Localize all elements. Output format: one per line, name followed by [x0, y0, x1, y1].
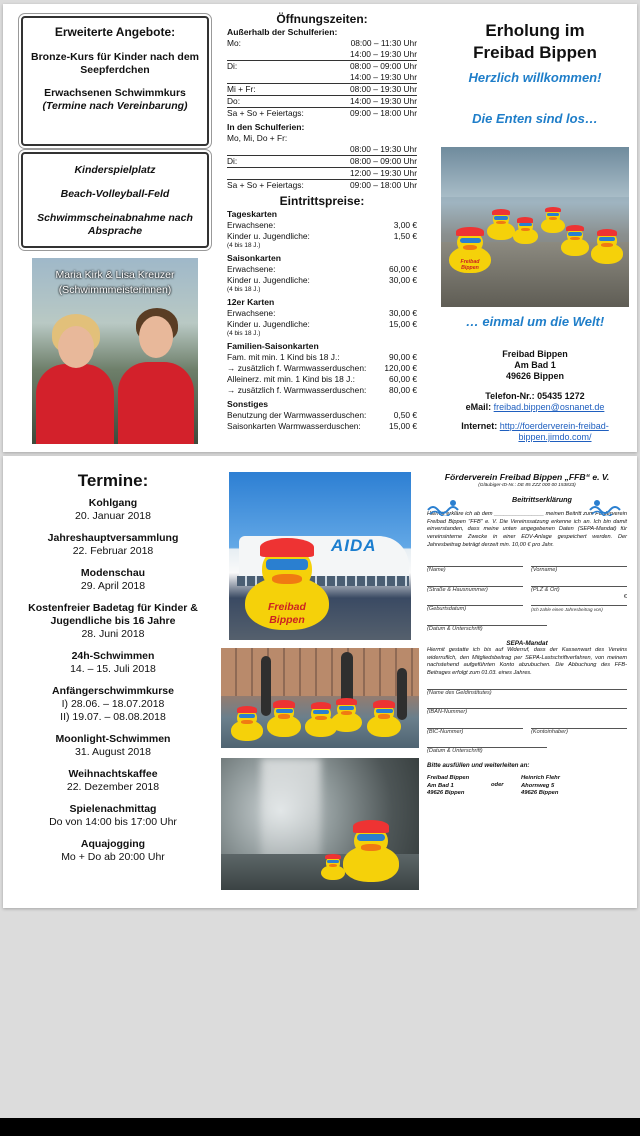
row-value: 09:00 – 18:00 Uhr [349, 108, 417, 118]
row-value: 1,50 € [393, 231, 417, 241]
name-field[interactable] [427, 555, 523, 567]
duck-fountain-5 [367, 700, 401, 737]
zip-city-label: (PLZ & Ort) [531, 586, 560, 593]
birthdate-label: (Geburtsdatum) [427, 606, 467, 613]
signature-label-1: (Datum & Unterschrift) [427, 625, 483, 632]
event-item [13, 838, 213, 864]
sky [441, 147, 629, 197]
event-date: 22. Februar 2018 [72, 545, 154, 557]
inside-days-label: Mo, Mi, Do + Fr: [227, 133, 288, 143]
wave-logo-icon-right [589, 498, 623, 516]
duck-water-big [343, 820, 399, 882]
duck-ship [245, 538, 329, 630]
water-splash-duck-photo [221, 758, 419, 890]
photo-caption [32, 268, 198, 298]
event-name: 24h-Schwimmen [71, 650, 155, 662]
row-label: Erwachsene: [227, 308, 276, 318]
event-date: 28. Juni 2018 [81, 628, 145, 640]
season-tickets-title: Saisonkarten [227, 253, 281, 263]
name-label: (Name) [427, 567, 446, 574]
event-name: Moonlight-Schwimmen [55, 733, 171, 745]
address1-line1: Freibad Bippen [427, 775, 470, 782]
around-world-text: … einmal um die Welt! [465, 314, 605, 329]
inside-hours-list [227, 144, 417, 191]
ducks-beach-photo [441, 147, 629, 307]
address-block [427, 775, 627, 797]
internet-link-part2[interactable]: bippen.jimdo.com/ [518, 432, 592, 442]
bic-field[interactable] [427, 717, 523, 729]
table-row [227, 144, 417, 156]
sepa-text: Hiermit gestatte ich bis auf Widerruf, dass der Kassenwart des Vereins widerruflich, den Mitgliedsbeitrag per SEPA-Lastschriftverfahren, von meinem nachstehend aufgeführten Konto abzubuchen. Die Abbuchung des FFB-Beitrages erfolgt zum 01.03. eines Jahres. [427, 647, 627, 676]
facility-playground: Kinderspielplatz [74, 164, 156, 176]
row-value: 30,00 € [389, 275, 417, 285]
row-value: 60,00 € [389, 264, 417, 274]
event-date: 14. – 15. Juli 2018 [70, 663, 156, 675]
row-value: 15,00 € [389, 319, 417, 329]
row-value: 80,00 € [389, 385, 417, 395]
event-item [13, 768, 213, 794]
offers-title: Erweiterte Angebote: [54, 25, 176, 39]
event-item [13, 685, 213, 724]
form-title: Förderverein Freibad Bippen „FFB“ e. V. [444, 472, 610, 482]
event-name: Jahreshauptversammlung [47, 532, 179, 544]
table-row [227, 264, 417, 275]
person-left [36, 314, 114, 444]
row-label: Alleinerz. mit min. 1 Kind bis 18 J.: [227, 374, 356, 384]
event-date: Do von 14:00 bis 17:00 Uhr [49, 816, 177, 828]
account-holder-field[interactable] [531, 717, 627, 729]
hours-prices-column [227, 12, 417, 432]
row-label: Di: [227, 156, 238, 166]
ducks-loose-text: Die Enten sind los… [472, 111, 598, 126]
contact-phone: Telefon-Nr.: 05435 1272 [485, 391, 585, 401]
contact-name: Freibad Bippen [502, 349, 568, 359]
day-tickets-note: (4 bis 18 J.) [227, 242, 261, 249]
address2-line2: Ahornweg 5 [521, 782, 555, 789]
facilities-box [21, 152, 209, 248]
sepa-title: SEPA-Mandat [506, 639, 548, 647]
duck-3 [513, 217, 538, 244]
address-or: oder [491, 782, 504, 789]
event-date-2: II) 19.07. – 08.08.2018 [60, 711, 166, 723]
duck-fountain-2 [267, 700, 301, 737]
row-value: 0,50 € [393, 410, 417, 420]
wave-logo-icon-left [427, 498, 461, 516]
duck-water-small [321, 854, 345, 880]
offer-bronze-course: Bronze-Kurs für Kinder nach dem Seepferdchen [30, 51, 200, 76]
row-value: 08:00 – 19:30 Uhr [349, 144, 417, 154]
season-tickets-list [227, 264, 417, 286]
signature-label-2: (Datum & Unterschrift) [427, 748, 483, 755]
building-facade [221, 648, 419, 696]
family-tickets-list [227, 352, 417, 396]
bottom-black-bar [0, 1118, 640, 1136]
table-row [227, 156, 417, 168]
event-name: Weihnachtskaffee [68, 768, 158, 780]
row-value: 14:00 – 19:30 Uhr [349, 49, 417, 59]
contact-city: 49626 Bippen [505, 371, 565, 381]
twelve-tickets-note: (4 bis 18 J.) [227, 330, 261, 337]
send-to-text: Bitte ausfüllen und weiterleiten an: [427, 761, 530, 769]
duck-big [449, 227, 491, 273]
address1-line2: Am Bad 1 [427, 782, 454, 789]
event-date: 20. Januar 2018 [75, 510, 151, 522]
cover-title-line2: Freibad Bippen [473, 43, 597, 62]
events-list [13, 497, 213, 864]
duck-fountain-4 [331, 698, 362, 732]
iban-label: (IBAN-Nummer) [427, 709, 468, 716]
row-label: Saisonkarten Warmwasserduschen: [227, 421, 361, 431]
address1-line3: 49626 Bippen [427, 790, 465, 797]
table-row [227, 231, 417, 242]
row-value: 08:00 – 09:00 Uhr [349, 61, 417, 71]
table-row [227, 38, 417, 49]
misc-title: Sonstiges [227, 399, 269, 409]
season-tickets-note: (4 bis 18 J.) [227, 286, 261, 293]
events-column [13, 471, 213, 873]
row-value: 08:00 – 19:30 Uhr [349, 84, 417, 94]
row-label: Di: [227, 61, 238, 71]
row-label: → zusätzlich f. Warmwasserduschen: [227, 363, 367, 373]
euro-sign: € [623, 594, 627, 601]
event-name: Kohlgang [88, 497, 138, 509]
creditor-id: (Gläubiger-ID-Nr.: DE 85 ZZZ 000 00 153833) [478, 483, 576, 488]
table-row [227, 374, 417, 385]
table-row [227, 49, 417, 61]
row-label: Kinder u. Jugendliche: [227, 275, 310, 285]
family-tickets-title: Familien-Saisonkarten [227, 341, 319, 351]
row-label: Do: [227, 96, 241, 106]
event-date: Mo + Do ab 20:00 Uhr [61, 851, 165, 863]
table-row [227, 61, 417, 72]
row-label: Mo: [227, 38, 241, 48]
membership-declaration-title: Beitrittserklärung [512, 494, 572, 504]
event-item [13, 567, 213, 593]
duck-fountain-1 [231, 706, 263, 741]
cruise-ship-duck-photo [229, 472, 411, 640]
inside-holidays-title: In den Schulferien: [227, 122, 305, 132]
email-link[interactable]: freibad.bippen@osnanet.de [493, 402, 605, 412]
table-row [227, 410, 417, 421]
birthdate-field[interactable] [427, 594, 523, 606]
event-name: Kostenfreier Badetag für Kinder & Jugendliche bis 16 Jahre [28, 602, 198, 627]
event-date: 31. August 2018 [75, 746, 151, 758]
contact-block [435, 314, 635, 443]
event-date: 29. April 2018 [80, 580, 146, 592]
street-label: (Straße & Hausnummer) [427, 586, 488, 593]
events-title: Termine: [77, 471, 149, 490]
row-label: Kinder u. Jugendliche: [227, 319, 310, 329]
address2-line3: 49626 Bippen [521, 790, 559, 797]
offer-adult-swim-course: Erwachsenen Schwimmkurs [44, 87, 186, 99]
internet-link-part1[interactable]: http://foerderverein-freibad- [499, 421, 609, 431]
outside-hours-list [227, 38, 417, 119]
membership-form [427, 472, 627, 798]
duck-6 [591, 229, 623, 264]
event-item [13, 532, 213, 558]
prices-title: Eintrittspreise: [279, 194, 365, 208]
photo-caption-role: (Schwimmmeisterinnen) [58, 284, 172, 296]
firstname-field[interactable] [531, 555, 627, 567]
day-tickets-title: Tageskarten [227, 209, 277, 219]
table-row [227, 352, 417, 363]
table-row [227, 421, 417, 432]
table-row [227, 363, 417, 374]
table-row [227, 220, 417, 231]
row-label: Kinder u. Jugendliche: [227, 231, 310, 241]
flyer-page-back [3, 456, 637, 908]
flyer-page-front [3, 4, 637, 452]
row-label: Mi + Fr: [227, 84, 256, 94]
row-value: 12:00 – 19:30 Uhr [349, 168, 417, 178]
event-name: Aquajogging [80, 838, 146, 850]
bic-label: (BIC-Nummer) [427, 728, 464, 735]
row-value: 90,00 € [389, 352, 417, 362]
opening-hours-title: Öffnungszeiten: [276, 12, 368, 26]
row-label: → zusätzlich f. Warmwasserduschen: [227, 385, 367, 395]
offer-adult-note: (Termine nach Vereinbarung) [42, 100, 188, 112]
event-name: Modenschau [80, 567, 146, 579]
annual-fee-field[interactable] [531, 594, 627, 606]
event-date: I) 28.06. – 18.07.2018 [61, 698, 165, 710]
fountain-ducks-photo [221, 648, 419, 748]
cover-column [435, 12, 635, 126]
row-label: Erwachsene: [227, 264, 276, 274]
table-row [227, 385, 417, 396]
row-value: 30,00 € [389, 308, 417, 318]
firstname-label: (Vorname) [531, 567, 558, 574]
event-item [13, 803, 213, 829]
email-label: eMail: [465, 402, 492, 412]
event-date: 22. Dezember 2018 [66, 781, 160, 793]
row-value: 08:00 – 11:30 Uhr [350, 38, 417, 48]
event-item [13, 733, 213, 759]
twelve-tickets-title: 12er Karten [227, 297, 275, 307]
account-holder-label: (Kontoinhaber) [531, 728, 569, 735]
extended-offers-box [21, 16, 209, 146]
signature-field-1[interactable] [427, 614, 547, 626]
bank-name-label: (Name des Geldinstitutes) [427, 689, 492, 696]
ship-logo-text: AIDA [331, 536, 377, 555]
contact-street: Am Bad 1 [514, 360, 556, 370]
row-value: 3,00 € [393, 220, 417, 230]
event-item [13, 650, 213, 676]
row-value: 15,00 € [389, 421, 417, 431]
table-row [227, 308, 417, 319]
annual-fee-label: (Ich zahle einen Jahresbeitrag von) [531, 607, 603, 613]
table-row [227, 319, 417, 330]
row-label: Benutzung der Warmwasserduschen: [227, 410, 367, 420]
table-row [227, 168, 417, 180]
row-label: Erwachsene: [227, 220, 276, 230]
duck-shirt-text: Freibad Bippen [268, 601, 306, 626]
table-row [227, 84, 417, 96]
iban-field[interactable] [427, 697, 627, 709]
row-value: 60,00 € [389, 374, 417, 384]
table-row [227, 108, 417, 119]
duck-shirt-text: Freibad Bippen [460, 258, 480, 271]
table-row [227, 275, 417, 286]
lifeguards-photo [32, 258, 198, 444]
duck-5 [561, 225, 589, 256]
zip-city-field[interactable] [531, 575, 627, 587]
table-row [227, 96, 417, 108]
row-value: 14:00 – 19:30 Uhr [349, 96, 417, 106]
photo-caption-names: Maria Kirk & Lisa Kreuzer [55, 269, 175, 281]
welcome-text: Herzlich willkommen! [468, 70, 602, 85]
row-label: Sa + So + Feiertags: [227, 180, 304, 190]
row-label: Fam. mit min. 1 Kind bis 18 J.: [227, 352, 340, 362]
table-row [227, 180, 417, 191]
internet-label: Internet: [461, 421, 498, 431]
cover-title-line1: Erholung im [485, 21, 585, 40]
person-right [118, 308, 194, 444]
twelve-tickets-list [227, 308, 417, 330]
row-value: 08:00 – 09:00 Uhr [349, 156, 417, 166]
row-value: 14:00 – 19:30 Uhr [349, 72, 417, 82]
event-item [13, 602, 213, 641]
row-label: Sa + So + Feiertags: [227, 108, 304, 118]
table-row [227, 72, 417, 84]
event-name: Spielenachmittag [69, 803, 157, 815]
signature-field-2[interactable] [427, 736, 547, 748]
duck-2 [487, 209, 515, 240]
row-value: 09:00 – 18:00 Uhr [349, 180, 417, 190]
facility-swim-certificate: Schwimmscheinabnahme nach Absprache [37, 212, 193, 237]
row-value: 120,00 € [384, 363, 417, 373]
event-name: Anfängerschwimmkurse [52, 685, 174, 697]
day-tickets-list [227, 220, 417, 242]
outside-holidays-title: Außerhalb der Schulferien: [227, 27, 338, 37]
street-field[interactable] [427, 575, 523, 587]
misc-list [227, 410, 417, 432]
facility-beach-volleyball: Beach-Volleyball-Feld [60, 188, 170, 200]
address2-line1: Heinrich Flehr [521, 775, 560, 782]
bank-name-field[interactable] [427, 678, 627, 690]
membership-intro-text: Hiermit erkläre ich ab dem ________________ meinen Beitritt zum Förderverein Freibad Bippen "FFB" e. V. Die Vereinssatzung erkenne ich an. Ich bin damit einverstanden, dass meine unten angegebenen Daten (SEPA-Mandat) für vereinsinterne Zwecke in einer EDV-Anlage gespeichert werden. Der Jahresbeitrag beträgt derzeit min. 10,00 € pro Jahr. [427, 511, 627, 548]
event-item [13, 497, 213, 523]
